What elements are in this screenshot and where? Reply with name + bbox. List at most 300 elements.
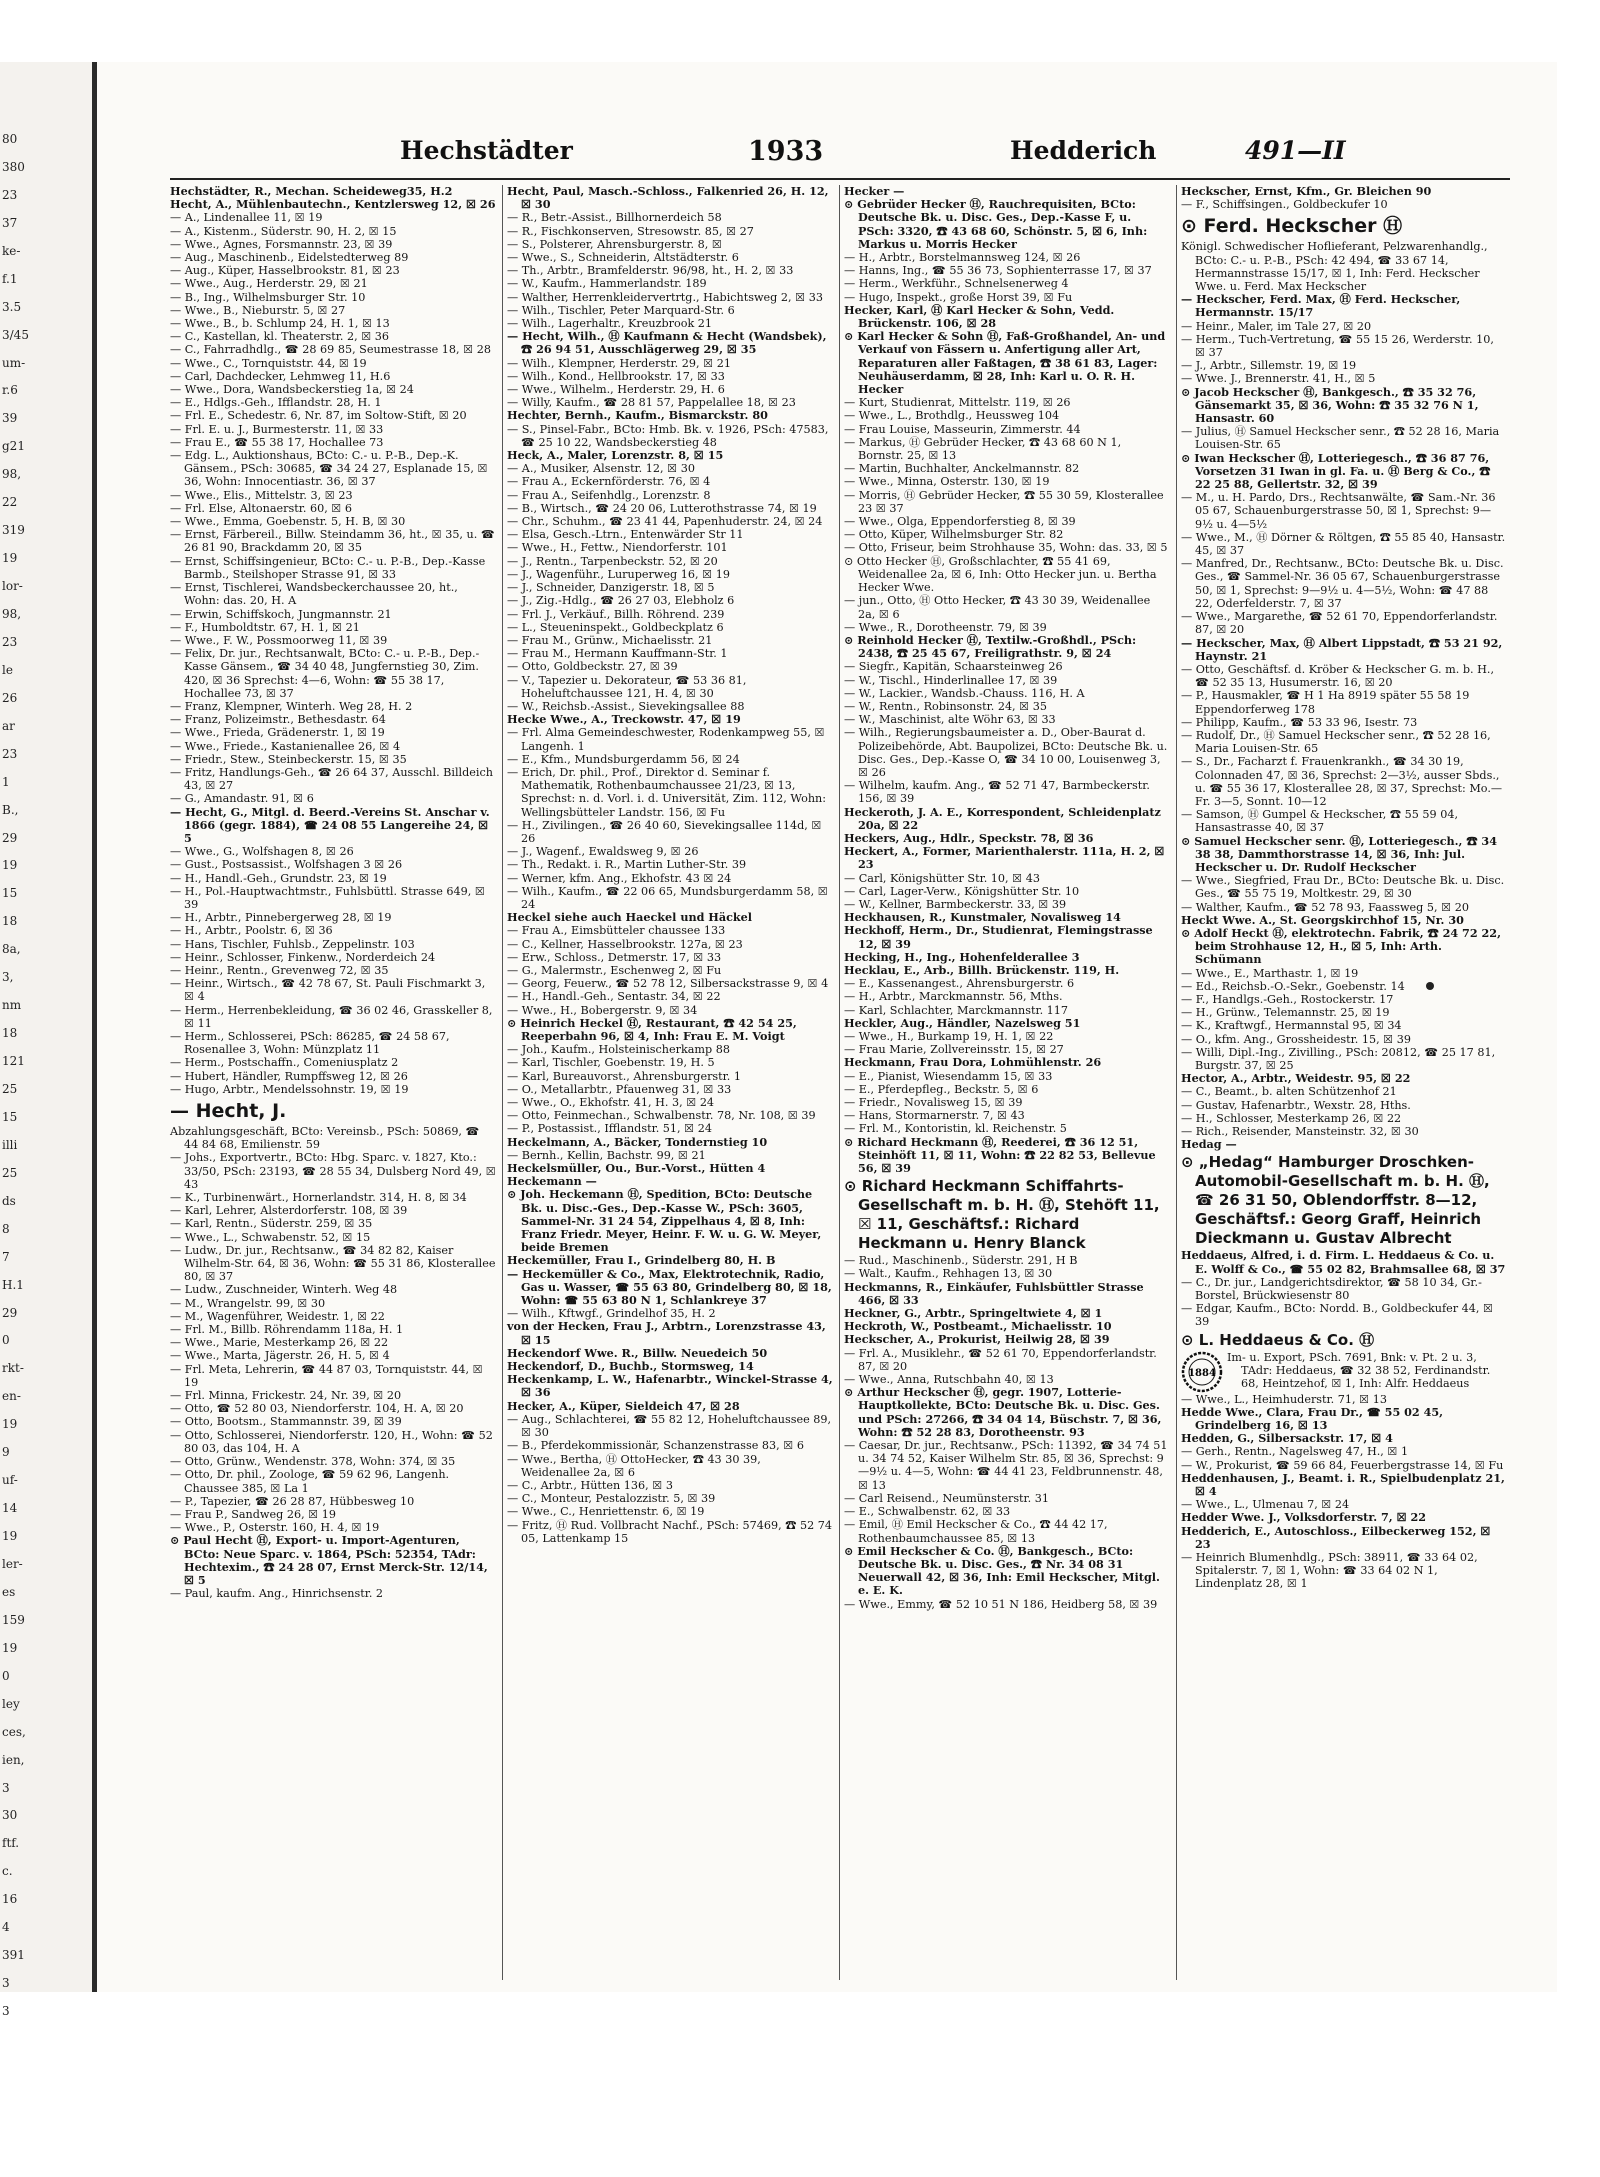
edge-fragment: 0 [2,1668,10,1683]
directory-entry: — Franz, Polizeimstr., Bethesdastr. 64 [170,713,386,727]
directory-entry: — Markus, Ⓗ Gebrüder Hecker, ☎ 43 68 60 N 1, Bornstr. 25, ☒ 13 [844,435,1122,463]
directory-entry: — Otto, Grünw., Wendenstr. 378, Wohn: 374, ☒ 35 [170,1455,456,1469]
directory-entry: — jun., Otto, Ⓗ Otto Hecker, ☎ 43 30 39, Weidenallee 2a, ☒ 6 [844,594,1151,621]
surname-entry: Heckel siehe auch Haeckel und Häckel [507,910,753,925]
directory-entry: — Wwe., G., Wolfshagen 8, ☒ 26 [170,845,354,859]
surname-entry: Heckendorf Wwe. R., Billw. Neuedeich 50 [507,1345,768,1360]
directory-entry: — Wwe., Elis., Mittelstr. 3, ☒ 23 [170,488,353,502]
directory-entry: — Wwe. J., Brennerstr. 41, H., ☒ 5 [1181,372,1376,386]
edge-fragment: ces, [2,1724,26,1739]
directory-entry: — Otto, Bootsm., Stammannstr. 39, ☒ 39 [170,1415,402,1429]
directory-entry: — S., Dr., Facharzt f. Frauenkrankh., ☎ 34 30 19, Colonnaden 47, ☒ 36, Sprechst: 2—3½, ausser Sbds., u. ☎ 55 36 17, Klosterallee 28, ☒ 37, Sprechst: Mo.—Fr. 3—5, Sonnt. 10—12 [1181,755,1503,808]
directory-entry: — Wwe., O., Ekhofstr. 41, H. 3, ☒ 24 [507,1096,715,1110]
directory-entry: — Frl. E. u. J., Burmesterstr. 11, ☒ 33 [170,422,384,436]
directory-entry: — Walther, Kaufm., ☎ 52 78 93, Faassweg 5, ☒ 20 [1181,900,1469,914]
directory-entry: — Ernst, Schiffsingenieur, BCto: C.- u. P.-B., Dep.-Kasse Barmb., Steilshoper Strasse 91, ☒ 33 [170,554,486,581]
surname-entry: Heckroth, W., Postbeamt., Michaelisstr. 10 [844,1319,1112,1334]
edge-fragment: ien, [2,1752,25,1767]
directory-entry: — Heinr., Maler, im Tale 27, ☒ 20 [1181,319,1372,333]
edge-fragment: 8a, [2,942,21,957]
firm-entry: ⊙ Heinrich Heckel Ⓗ, Restaurant, ☎ 42 54 25, Reeperbahn 96, ☒ 4, Inh: Frau E. M. Voigt [507,1015,797,1043]
directory-entry: — Kurt, Studienrat, Mittelstr. 119, ☒ 26 [844,396,1071,410]
directory-entry: — Wwe., Siegfried, Frau Dr., BCto: Deutsche Bk. u. Disc. Ges., ☎ 55 75 19, Moltkestr. 29, ☒ 30 [1181,874,1505,901]
edge-fragment: 3 [2,1976,10,1991]
surname-entry: Heckler, Aug., Händler, Nazelsweg 51 [844,1015,1081,1030]
directory-entry: — J., Arbtr., Sillemstr. 19, ☒ 19 [1181,359,1357,373]
surname-entry: — Hecht, Wilh., Ⓗ Kaufmann & Hecht (Wandsbek), ☎ 26 94 51, Ausschlägerweg 29, ☒ 35 [507,329,827,357]
directory-entry: — Wwe., Frieda, Grädenerstr. 1, ☒ 19 [170,726,385,740]
directory-entry: Im- u. Export, PSch. 7691, Bnk: v. Pt. 2 u. 3, TAdr: Heddaeus, ☎ 32 38 52, Ferdinandstr. 68, Heintzehof, ☒ 1, Inh: Alfr. Heddaeus [1227,1350,1491,1391]
firm-heading: ⊙ Richard Heckmann Schiffahrts-Gesellschaft m. b. H. Ⓗ, Stehöft 11, ☒ 11, Geschäftsf.: Richard Heckmann u. Henry Blanck [844,1177,1160,1253]
edge-fragment: 1 [2,774,10,789]
directory-entry: — C., Fahrradhdlg., ☎ 28 69 85, Seumestrasse 18, ☒ 28 [170,343,491,357]
surname-entry: Hecke Wwe., A., Treckowstr. 47, ☒ 19 [507,712,741,727]
directory-entry: — Wilh., Kaufm., ☎ 22 06 65, Mundsburgerdamm 58, ☒ 24 [507,884,828,911]
directory-entry: — Joh., Kaufm., Holsteinischerkamp 88 [507,1043,730,1057]
edge-fragment: rkt- [2,1361,24,1376]
surname-entry: Hedderich, E., Autoschloss., Eilbeckerweg 152, ☒ 23 [1181,1523,1491,1551]
edge-fragment: 3/45 [2,327,29,342]
directory-entry: — Herm., Herrenbekleidung, ☎ 36 02 46, Grasskeller 8, ☒ 11 [170,1003,493,1030]
directory-entry: — Wilh., Tischler, Peter Marquard-Str. 6 [507,303,735,317]
directory-entry: — Frl. A., Musiklehr., ☎ 52 61 70, Eppendorferlandstr. 87, ☒ 20 [844,1346,1157,1373]
directory-entry: — V., Tapezier u. Dekorateur, ☎ 53 36 81, Hoheluftchaussee 121, H. 4, ☒ 30 [507,673,747,700]
directory-entry: — H., Arbtr., Borstelmannsweg 124, ☒ 26 [844,251,1081,265]
surname-entry: von der Hecken, Frau J., Arbtrn., Lorenzstrasse 43, ☒ 15 [507,1319,826,1347]
directory-entry: — Wwe., Aug., Herderstr. 29, ☒ 21 [170,277,368,291]
directory-entry: — Frau Louise, Masseurin, Zimmerstr. 44 [844,422,1081,436]
directory-entry: — Felix, Dr. jur., Rechtsanwalt, BCto: C.- u. P.-B., Dep.-Kasse Gänsem., ☎ 34 40 48, Jungfernstieg 30, Zim. 420, ☒ 36 Sprechst: 4—6, Wohn: ☎ 55 38 17, Hochallee 73, ☒ 37 [170,647,480,700]
header-right-word: Hedderich [1010,136,1157,165]
edge-fragment: 391 [2,1948,25,1963]
directory-entry: — Wilh., Kond., Hellbrookstr. 17, ☒ 33 [507,369,725,383]
surname-entry: Hedag — [1181,1137,1237,1152]
edge-fragment: 380 [2,159,25,174]
directory-entry: — K., Turbinenwärt., Hornerlandstr. 314, H. 8, ☒ 34 [170,1191,467,1205]
directory-entry: — Aug., Schlachterei, ☎ 55 82 12, Hoheluftchaussee 89, ☒ 30 [507,1412,832,1440]
surname-entry: Heckeroth, J. A. E., Korrespondent, Schleidenplatz 20a, ☒ 22 [844,804,1161,832]
directory-entry: — Manfred, Dr., Rechtsanw., BCto: Deutsche Bk. u. Disc. Ges., ☎ Sammel-Nr. 36 05 67, Schauenburgerstrasse 50, ☒ 1, Sprechst: 9—9½ u. 4—5½, Wohn: ☎ 47 88 22, Oderfelderstr. 7, ☒ 37 [1181,557,1504,610]
directory-entry: — S., Pinsel-Fabr., BCto: Hmb. Bk. v. 1926, PSch: 47583, ☎ 25 10 22, Wandsbeckerstieg 48 [507,422,829,449]
directory-entry: — Wwe., C., Henriettenstr. 6, ☒ 19 [507,1505,705,1519]
firm-entry: ⊙ Arthur Heckscher Ⓗ, gegr. 1907, Lotterie-Hauptkollekte, BCto: Deutsche Bk. u. Disc. Ges. und PSch: 27266, ☎ 34 04 14, Büschstr. 7, ☒ 36, Wohn: ☎ 52 28 83, Dorotheenstr. 93 [844,1385,1162,1439]
directory-entry: — Frau M., Grünw., Michaelisstr. 21 [507,633,713,647]
directory-entry: — Wilh., Kftwgf., Grindelhof 35, H. 2 [507,1307,716,1321]
directory-entry: — J., Wagenf., Ewaldsweg 9, ☒ 26 [507,845,699,859]
directory-entry: — H., Handl.-Geh., Grundstr. 23, ☒ 19 [170,871,387,885]
directory-entry: — R., Betr.-Assist., Billhornerdeich 58 [507,211,722,225]
directory-entry: — Frl. Minna, Frickestr. 24, Nr. 39, ☒ 20 [170,1389,402,1403]
directory-entry: — W., Kellner, Barmbeckerstr. 33, ☒ 39 [844,897,1067,911]
directory-entry: — K., Kraftwgf., Hermannstal 95, ☒ 34 [1181,1019,1402,1033]
edge-fragment: 39 [2,411,18,426]
edge-fragment: 16 [2,1892,18,1907]
directory-entry: — Frau A., Eimsbütteler chaussee 133 [507,924,726,938]
edge-fragment: 19 [2,1640,18,1655]
directory-entry: — Willi, Dipl.-Ing., Zivilling., PSch: 20812, ☎ 25 17 81, Burgstr. 37, ☒ 25 [1181,1045,1496,1072]
firm-entry: ⊙ Richard Heckmann Ⓗ, Reederei, ☎ 36 12 51, Steinhöft 11, ☒ 11, Wohn: ☎ 22 82 53, Bellevue 56, ☒ 39 [844,1134,1156,1176]
directory-entry: — W., Kaufm., Hammerlandstr. 189 [507,277,707,291]
surname-entry: Heckenkamp, L. W., Hafenarbtr., Winckel-Strasse 4, ☒ 36 [507,1372,833,1400]
directory-entry: — Otto, Küper, Wilhelmsburger Str. 82 [844,528,1064,542]
directory-entry: — Karl, Rentn., Süderstr. 259, ☒ 35 [170,1217,373,1231]
directory-entry: — Th., Arbtr., Bramfelderstr. 96/98, ht., H. 2, ☒ 33 [507,264,794,278]
edge-fragment: 3, [2,970,14,985]
directory-entry: — E., Pianist, Wiesendamm 15, ☒ 33 [844,1069,1053,1083]
directory-entry: — Karl, Tischler, Goebenstr. 19, H. 5 [507,1056,715,1070]
edge-fragment: 23 [2,187,18,202]
directory-entry: — Wilh., Lagerhaltr., Kreuzbrook 21 [507,317,713,331]
firm-entry: ⊙ Samuel Heckscher senr. Ⓗ, Lotteriegesch., ☎ 34 38 38, Dammthorstrasse 14, ☒ 36, Inh: Jul. Heckscher u. Dr. Rudolf Heckscher [1181,833,1497,874]
directory-entry: — Siegfr., Kapitän, Schaarsteinweg 26 [844,660,1063,674]
firm-seal-logo [1181,1351,1223,1393]
directory-entry: — Morris, Ⓗ Gebrüder Hecker, ☎ 55 30 59, Klosterallee 23 ☒ 37 [844,488,1164,515]
surname-entry: Heckelsmüller, Ou., Bur.-Vorst., Hütten 4 [507,1161,766,1176]
directory-entry: — Erwin, Schiffskoch, Jungmannstr. 21 [170,607,392,621]
edge-fragment: um- [2,355,26,370]
directory-entry: — Walther, Herrenkleidervertrtg., Habichtsweg 2, ☒ 33 [507,290,823,304]
directory-entry: — J., Schneider, Danzigerstr. 18, ☒ 5 [507,581,715,595]
edge-fragment: 15 [2,886,18,901]
directory-entry: — J., Rentn., Tarpenbeckstr. 52, ☒ 20 [507,554,718,568]
directory-entry: — Wwe., Friede., Kastanienallee 26, ☒ 4 [170,739,401,753]
surname-entry: Heckscher, A., Prokurist, Heilwig 28, ☒ 39 [844,1332,1110,1347]
directory-entry: — Herm., Schlosserei, PSch: 86285, ☎ 24 58 67, Rosenallee 3, Wohn: Münzplatz 11 [170,1030,450,1057]
surname-entry: Hecker, Karl, Ⓗ Karl Hecker & Sohn, Vedd. Brückenstr. 106, ☒ 28 [844,302,1115,331]
seal-entry [1181,1351,1507,1393]
directory-entry: — Wwe., L., Schwabenstr. 52, ☒ 15 [170,1230,371,1244]
edge-fragment: 319 [2,523,25,538]
directory-entry: — Karl, Schlachter, Marckmannstr. 117 [844,1003,1069,1017]
directory-entry: — Otto, Dr. phil., Zoologe, ☎ 59 62 96, Langenh. Chaussee 385, ☒ La 1 [170,1468,450,1495]
directory-entry: — Hubert, Händler, Rumpffsweg 12, ☒ 26 [170,1069,408,1083]
directory-entry: — E., Kassenangest., Ahrensburgerstr. 6 [844,977,1075,991]
directory-entry: — F., Schiffsingen., Goldbeckufer 10 [1181,198,1388,212]
directory-entry: — Wwe., Marie, Mesterkamp 26, ☒ 22 [170,1336,389,1350]
directory-entry: — Wwe., M., Ⓗ Dörner & Röltgen, ☎ 55 85 40, Hansastr. 45, ☒ 37 [1181,530,1506,558]
surname-entry: Hecker — [844,184,905,198]
directory-entry: — Frau E., ☎ 55 38 17, Hochallee 73 [170,435,384,449]
directory-entry: — Friedr., Novalisweg 15, ☒ 39 [844,1096,1023,1110]
directory-entry: — Carl, Dachdecker, Lehmweg 11, H.6 [170,369,391,383]
directory-entry: — Aug., Küper, Hasselbrookstr. 81, ☒ 23 [170,264,400,278]
directory-entry: — W., Reichsb.-Assist., Sievekingsallee 88 [507,699,745,713]
directory-entry: — W., Tischl., Hinderlinallee 17, ☒ 39 [844,673,1058,687]
directory-entry: — Wilh., Regierungsbaumeister a. D., Ober-Baurat d. Polizeibehörde, Abt. Baupolizei, BCto: Deutsche Bk. u. Disc. Ges., Dep.-Kasse O, ☎ 34 10 00, Louisenweg 3, ☒ 26 [844,726,1168,779]
surname-entry: Hecklau, E., Arb., Billh. Brückenstr. 119, H. [844,962,1120,977]
directory-entry: — Wwe., Minna, Osterstr. 130, ☒ 19 [844,475,1050,489]
edge-fragment: ke- [2,243,21,258]
directory-entry: — H., Schlosser, Mesterkamp 26, ☒ 22 [1181,1111,1402,1125]
surname-entry: Hechstädter, R., Mechan. Scheideweg35, H.2 [170,184,453,198]
edge-fragment: 19 [2,1417,18,1432]
edge-fragment: 22 [2,495,18,510]
directory-entry: — B., Wirtsch., ☎ 24 20 06, Lutterothstrasse 74, ☒ 19 [507,501,817,515]
directory-entry: — B., Ing., Wilhelmsburger Str. 10 [170,290,366,304]
directory-column-3 [844,185,1170,1985]
directory-entry: — Rich., Reisender, Mansteinstr. 32, ☒ 30 [1181,1125,1419,1139]
edge-fragment: 3 [2,2004,10,2019]
surname-entry: Heddenhausen, J., Beamt. i. R., Spielbudenplatz 21, ☒ 4 [1181,1470,1505,1499]
header-year: 1933 [748,136,824,167]
directory-entry: — Wwe., Wilhelm., Herderstr. 29, H. 6 [507,383,725,397]
directory-entry: — A., Kistenm., Süderstr. 90, H. 2, ☒ 15 [170,224,397,238]
directory-entry: — Hanns, Ing., ☎ 55 36 73, Sophienterrasse 17, ☒ 37 [844,264,1152,278]
directory-entry: — L., Steueninspekt., Goldbeckplatz 6 [507,620,724,634]
header-rule [170,178,1510,180]
directory-entry: — Edgar, Kaufm., BCto: Nordd. B., Goldbeckufer 44, ☒ 39 [1181,1302,1494,1329]
directory-entry: — Walt., Kaufm., Rehhagen 13, ☒ 30 [844,1267,1053,1281]
directory-entry: — M., Wrangelstr. 99, ☒ 30 [170,1296,326,1310]
directory-entry: — Wwe., Marta, Jägerstr. 26, H. 5, ☒ 4 [170,1349,390,1363]
edge-fragment: 30 [2,1808,18,1823]
surname-entry: — Heckemüller & Co., Max, Elektrotechnik, Radio, Gas u. Wasser, ☎ 55 63 80, Grindelberg 80, ☒ 18, Wohn: ☎ 55 63 80 N 1, Schlankreye 37 [507,1266,832,1308]
directory-entry: — Franz, Klempner, Winterh. Weg 28, H. 2 [170,699,413,713]
directory-entry: — W., Maschinist, alte Wöhr 63, ☒ 33 [844,713,1056,727]
directory-entry: — Wwe., B., Nieburstr. 5, ☒ 27 [170,303,346,317]
directory-entry: — S., Polsterer, Ahrensburgerstr. 8, ☒ [507,237,722,251]
directory-entry: — Wwe., P., Osterstr. 160, H. 4, ☒ 19 [170,1521,380,1535]
edge-fragment: 159 [2,1612,25,1627]
directory-entry: Königl. Schwedischer Hoflieferant, Pelzwarenhandlg., BCto: C.- u. P.-B., PSch: 42 494, ☎ 33 67 14, Hermannstrasse 15/17, ☒ 1, Inh: Ferd. Heckscher Wwe. u. Ferd. Max Heckscher [1181,240,1488,294]
directory-entry: — Wwe., Margarethe, ☎ 52 61 70, Eppendorferlandstr. 87, ☒ 20 [1181,610,1498,637]
surname-entry: Hedder Wwe. J., Volksdorferstr. 7, ☒ 22 [1181,1510,1427,1525]
directory-entry: — J., Wagenführ., Luruperweg 16, ☒ 19 [507,567,730,581]
directory-entry: — Wwe., H., Fettw., Niendorferstr. 101 [507,541,728,555]
directory-entry: — Carl, Lager-Verw., Königshütter Str. 10 [844,884,1080,898]
firm-heading: ⊙ L. Heddaeus & Co. Ⓗ [1181,1330,1375,1349]
directory-entry: — Wwe., Agnes, Forsmannstr. 23, ☒ 39 [170,237,393,251]
firm-entry: ⊙ Adolf Heckt Ⓗ, elektrotechn. Fabrik, ☎ 24 72 22, beim Strohhause 12, H., ☒ 5, Inh: Arth. Schümann [1181,925,1501,967]
edge-fragment: en- [2,1389,21,1404]
directory-column-4 [1181,185,1507,1985]
firm-heading: ⊙ Ferd. Heckscher Ⓗ [1181,215,1403,238]
directory-entry: — Julius, Ⓗ Samuel Heckscher senr., ☎ 52 28 16, Maria Louisen-Str. 65 [1181,425,1500,452]
directory-entry: — Carl Reisend., Neumünsterstr. 31 [844,1491,1050,1505]
edge-fragment: 23 [2,634,18,649]
surname-entry: Heckelmann, A., Bäcker, Tondernstieg 10 [507,1134,768,1149]
directory-entry: — H., Pol.-Hauptwachtmstr., Fuhlsbüttl. Strasse 649, ☒ 39 [170,884,485,911]
directory-entry: — W., Prokurist, ☎ 59 66 84, Feuerbergstrasse 14, ☒ Fu [1181,1458,1504,1472]
directory-entry: — Wwe., S., Schneiderin, Altstädterstr. 6 [507,251,739,265]
directory-entry: — O., kfm. Ang., Grossheidestr. 15, ☒ 39 [1181,1032,1412,1046]
surname-entry: — Heckscher, Ferd. Max, Ⓗ Ferd. Heckscher, Hermannstr. 15/17 [1181,292,1461,320]
firm-entry: ⊙ Gebrüder Hecker Ⓗ, Rauchrequisiten, BCto: Deutsche Bk. u. Disc. Ges., Dep.-Kasse F, u. PSch: 3320, ☎ 43 68 60, Schönstr. 5, ☒ 6, Inh: Markus u. Morris Hecker [844,197,1148,251]
directory-entry: — C., Kastellan, kl. Theaterstr. 2, ☒ 36 [170,330,390,344]
directory-entry: — Rud., Maschinenb., Süderstr. 291, H B [844,1254,1078,1268]
directory-entry: — Wwe., L., Brothdlg., Heussweg 104 [844,409,1060,423]
page-header [170,136,1510,176]
ink-spot [1426,982,1434,990]
directory-entry: — Wwe., L., Heimhuderstr. 71, ☒ 13 [1181,1392,1387,1406]
edge-fragment: nm [2,998,22,1013]
edge-fragment: 15 [2,1109,18,1124]
edge-fragment: 9 [2,1445,10,1460]
edge-fragment: ds [2,1193,16,1208]
directory-entry: — Wwe., F. W., Possmoorweg 11, ☒ 39 [170,633,388,647]
surname-entry: Heckhausen, R., Kunstmaler, Novalisweg 14 [844,910,1121,925]
directory-entry: — Frl. Else, Altonaerstr. 60, ☒ 6 [170,501,353,515]
directory-entry: — Wilh., Klempner, Herderstr. 29, ☒ 21 [507,356,731,370]
edge-fragment: 19 [2,1529,18,1544]
directory-entry: — Herm., Postschaffn., Comeniusplatz 2 [170,1056,399,1070]
edge-fragment: ftf. [2,1836,20,1851]
surname-entry: Heckert, A., Former, Marienthalerstr. 111a, H. 2, ☒ 23 [844,844,1165,872]
directory-entry: — Werner, kfm. Ang., Ekhofstr. 43 ☒ 24 [507,871,732,885]
directory-entry: — Johs., Exportvertr., BCto: Hbg. Sparc. v. 1827, Kto.: 33/50, PSch: 23193, ☎ 28 55 34, Dulsberg Nord 49, ☒ 43 [170,1151,496,1191]
directory-entry: — Fritz, Ⓗ Rud. Vollbracht Nachf., PSch: 57469, ☎ 52 74 05, Lattenkamp 15 [507,1518,833,1545]
directory-entry: — Erw., Schloss., Detmerstr. 17, ☒ 33 [507,950,722,964]
edge-fragment: 25 [2,1082,18,1096]
surname-entry: Heck, A., Maler, Lorenzstr. 8, ☒ 15 [507,448,724,463]
surname-entry: Hedden, G., Silbersackstr. 17, ☒ 4 [1181,1431,1393,1446]
directory-entry: — Wwe., Anna, Rutschbahn 40, ☒ 13 [844,1373,1054,1387]
surname-entry: — Heckscher, Max, Ⓗ Albert Lippstadt, ☎ 53 21 92, Haynstr. 21 [1181,635,1503,663]
directory-entry: — H., Zivilingen., ☎ 26 40 60, Sievekingsallee 114d, ☒ 26 [507,818,822,845]
header-page-number: 491—II [1245,136,1346,165]
directory-entry: — Wwe., R., Dorotheenstr. 79, ☒ 39 [844,620,1047,634]
directory-entry: — Carl, Königshütter Str. 10, ☒ 43 [844,871,1040,885]
firm-entry: ⊙ Emil Heckscher & Co. Ⓗ, Bankgesch., BCto: Deutsche Bk. u. Disc. Ges., ☎ Nr. 34 08 31 Neuerwall 42, ☒ 36, Inh: Emil Heckscher, Mitgl. e. E. K. [844,1543,1160,1598]
surname-entry: Heckendorf, D., Buchb., Stormsweg, 14 [507,1359,754,1374]
directory-entry: — Willy, Kaufm., ☎ 28 81 57, Pappelallee 18, ☒ 23 [507,396,796,410]
directory-entry: — Herm., Werkführ., Schnelsenerweg 4 [844,277,1069,291]
directory-entry: — C., Kellner, Hasselbrookstr. 127a, ☒ 23 [507,937,743,951]
directory-entry: — Wwe., E., Marthastr. 1, ☒ 19 [1181,966,1359,980]
directory-entry: — Frl. Alma Gemeindeschwester, Rodenkampweg 55, ☒ Langenh. 1 [507,726,825,753]
edge-fragment: 23 [2,746,18,761]
directory-entry: — Wwe., L., Ulmenau 7, ☒ 24 [1181,1498,1350,1512]
directory-entry: — Ludw., Dr. jur., Rechtsanw., ☎ 34 82 82, Kaiser Wilhelm-Str. 64, ☒ 36, Wohn: ☎ 55 31 86, Klosterallee 80, ☒ 37 [170,1243,496,1284]
directory-entry: — P., Postassist., Ifflandstr. 51, ☒ 24 [507,1122,712,1136]
directory-entry: — B., Pferdekommissionär, Schanzenstrasse 83, ☒ 6 [507,1439,804,1453]
directory-entry: — P., Tapezier, ☎ 26 28 87, Hübbesweg 10 [170,1494,415,1508]
edge-fragment: illi [2,1137,18,1152]
directory-columns [170,185,1510,1985]
firm-heading: — Hecht, J. [170,1100,287,1123]
directory-entry: — W., Rentn., Robinsonstr. 24, ☒ 35 [844,699,1047,713]
firm-entry: ⊙ Joh. Heckemann Ⓗ, Spedition, BCto: Deutsche Bk. u. Disc.-Ges., Dep.-Kasse W., PSch: 3605, Sammel-Nr. 31 24 54, Zippelhaus 4, ☒ 8, Inh: Franz Friedr. Meyer, Heinr. F. W. u. G. W. Meyer, beide Bremen [507,1187,822,1255]
surname-entry: Heckmanns, R., Einkäufer, Fuhlsbüttler Strasse 466, ☒ 33 [844,1279,1144,1307]
directory-entry: — Wwe., Olga, Eppendorferstieg 8, ☒ 39 [844,515,1076,529]
edge-fragment: ler- [2,1557,23,1571]
directory-entry: — Caesar, Dr. jur., Rechtsanw., PSch: 11392, ☎ 34 74 51 u. 34 74 52, Kaiser Wilhelm Str. 85, ☒ 36, Sprechst: 9—9½ u. 4—5, Wohn: ☎ 44 41 23, Feldbrunnenstr. 48, ☒ 13 [844,1439,1168,1492]
surname-entry: Heddaeus, Alfred, i. d. Firm. L. Heddaeus & Co. u. E. Wolff & Co., ☎ 55 02 82, Brahmsallee 68, ☒ 37 [1181,1248,1506,1276]
firm-entry: ⊙ Iwan Heckscher Ⓗ, Lotteriegesch., ☎ 36 87 76, Vorsetzen 31 Iwan in gl. Fa. u. Ⓗ Berg & Co., ☎ 22 25 88, Gellertstr. 32, ☒ 39 [1181,450,1491,492]
directory-entry: — Frl. E., Schedestr. 6, Nr. 87, im Soltow-Stift, ☒ 20 [170,409,467,423]
directory-entry: — P., Hausmakler, ☎ H 1 Ha 8919 später 55 58 19 Eppendorferweg 178 [1181,689,1470,716]
edge-fragment: ar [2,718,15,733]
directory-entry: — Frau M., Hermann Kauffmann-Str. 1 [507,647,728,661]
directory-entry: — Chr., Schuhm., ☎ 23 41 44, Papenhuderstr. 24, ☒ 24 [507,515,823,529]
directory-entry: — Frl. J., Verkäuf., Billh. Röhrend. 239 [507,607,725,621]
edge-fragment: r.6 [2,383,18,398]
directory-entry: — Heinr., Rentn., Grevenweg 72, ☒ 35 [170,963,389,977]
directory-entry: — M., u. H. Pardo, Drs., Rechtsanwälte, ☎ Sam.-Nr. 36 05 67, Schauenburgerstrasse 50, ☒ 1, Sprechst: 9—9½ u. 4—5½ [1181,491,1496,531]
directory-entry: — Frl. Meta, Lehrerin, ☎ 44 87 03, Tornquiststr. 44, ☒ 19 [170,1362,483,1389]
directory-entry: — E., Pferdepfleg., Beckstr. 5, ☒ 6 [844,1082,1039,1096]
edge-fragment: 3 [2,1780,10,1795]
edge-fragment: 7 [2,1249,10,1264]
directory-entry: — Wwe., Emmy, ☎ 52 10 51 N 186, Heidberg 58, ☒ 39 [844,1597,1158,1611]
directory-entry: — C., Monteur, Pestalozzistr. 5, ☒ 39 [507,1492,716,1506]
directory-entry: — G., Amandastr. 91, ☒ 6 [170,792,314,806]
directory-entry: — C., Arbtr., Hütten 136, ☒ 3 [507,1478,673,1492]
directory-entry: — Hugo, Arbtr., Mendelssohnstr. 19, ☒ 19 [170,1082,409,1096]
surname-entry: Hecking, H., Ing., Hohenfelderallee 3 [844,949,1080,964]
directory-entry: — A., Musiker, Alsenstr. 12, ☒ 30 [507,462,695,476]
surname-entry: Heckemann — [507,1174,597,1189]
edge-fragment: 98, [2,607,22,621]
edge-fragment: uf- [2,1473,18,1488]
directory-entry: — Emil, Ⓗ Emil Heckscher & Co., ☎ 44 42 17, Rothenbaumchaussee 85, ☒ 13 [844,1518,1108,1545]
directory-entry: — Heinr., Schlosser, Finkenw., Norderdeich 24 [170,950,436,964]
directory-entry: — Rudolf, Dr., Ⓗ Samuel Heckscher senr., ☎ 52 28 16, Maria Louisen-Str. 65 [1181,728,1491,756]
firm-entry: ⊙ Jacob Heckscher Ⓗ, Bankgesch., ☎ 35 32 76, Gänsemarkt 35, ☒ 36, Wohn: ☎ 35 32 76 N 1, Hansastr. 60 [1181,384,1479,426]
surname-entry: Hecht, Paul, Masch.-Schloss., Falkenried 26, H. 12, ☒ 30 [507,184,829,212]
edge-fragment: 80 [2,132,18,146]
directory-entry: — Philipp, Kaufm., ☎ 53 33 96, Isestr. 73 [1181,715,1418,729]
directory-entry: — Th., Redakt. i. R., Martin Luther-Str. 39 [507,858,747,872]
directory-entry: — Ed., Reichsb.-O.-Sekr., Goebenstr. 14 [1181,979,1405,993]
directory-entry: — Samson, Ⓗ Gumpel & Heckscher, ☎ 55 59 04, Hansastrasse 40, ☒ 37 [1181,808,1459,835]
directory-entry: — E., Kfm., Mundsburgerdamm 56, ☒ 24 [507,752,740,766]
surname-entry: Heckner, G., Arbtr., Springeltwiete 4, ☒ 1 [844,1306,1103,1321]
directory-entry: — H., Handl.-Geh., Sentastr. 34, ☒ 22 [507,990,721,1004]
directory-entry: — M., Wagenführer, Weidestr. 1, ☒ 22 [170,1309,385,1323]
directory-entry: — Frau A., Eckernförderstr. 76, ☒ 4 [507,475,711,489]
directory-entry: — E., Schwalbenstr. 62, ☒ 33 [844,1505,1011,1519]
directory-entry: — Karl, Lehrer, Alsterdorferstr. 108, ☒ 39 [170,1204,408,1218]
edge-fragment: lor- [2,579,23,594]
firm-entry: ⊙ Karl Hecker & Sohn Ⓗ, Faß-Großhandel, An- und Verkauf von Fässern u. Anfertigung aller Art, Reparaturen aller Faßtagen, ☎ 38 61 83, Lager: Neuhäuserdamm, ☒ 28, Inh: Karl u. O. R. H. Hecker [844,329,1166,397]
directory-entry: — Frl. M., Billb. Röhrendamm 118a, H. 1 [170,1323,404,1337]
directory-entry: — C., Dr. jur., Landgerichtsdirektor, ☎ 58 10 34, Gr.-Borstel, Brückwiesenstr 80 [1181,1275,1482,1303]
directory-entry: — Otto, Friseur, beim Strohhause 35, Wohn: das. 33, ☒ 5 [844,541,1168,555]
directory-entry: — Ludw., Zuschneider, Winterh. Weg 48 [170,1283,398,1297]
surname-entry: Hedde Wwe., Clara, Frau Dr., ☎ 55 02 45, Grindelberg 16, ☒ 13 [1181,1404,1444,1433]
directory-entry: — Wwe., Bertha, Ⓗ OttoHecker, ☎ 43 30 39, Weidenallee 2a, ☒ 6 [507,1452,761,1479]
directory-entry: — Frau Marie, Zollvereinsstr. 15, ☒ 27 [844,1043,1064,1057]
edge-fragment: 18 [2,914,18,929]
directory-entry: — Ernst, Tischlerei, Wandsbeckerchaussee 20, ht., Wohn: das. 20, H. A [170,581,458,608]
directory-entry: — E., Hdlgs.-Geh., Ifflandstr. 28, H. 1 [170,396,382,410]
edge-fragment: 18 [2,1026,18,1041]
directory-entry: — Wwe., C., Tornquiststr. 44, ☒ 19 [170,356,367,370]
directory-entry: — H., Grünw., Telemannstr. 25, ☒ 19 [1181,1006,1390,1020]
directory-entry: — Wwe., B., b. Schlump 24, H. 1, ☒ 13 [170,317,390,331]
directory-entry: — Gerh., Rentn., Nagelsweg 47, H., ☒ 1 [1181,1445,1409,1459]
edge-fragment: es [2,1584,16,1599]
surname-entry: Heckemüller, Frau I., Grindelberg 80, H. B [507,1253,776,1268]
edge-fragment: g21 [2,439,25,454]
firm-entry: ⊙ Reinhold Hecker Ⓗ, Textilw.-Großhdl., PSch: 2438, ☎ 25 45 67, Freiligrathstr. 9, ☒ 24 [844,632,1137,661]
directory-entry: — Otto, Geschäftsf. d. Kröber & Heckscher G. m. b. H., ☎ 52 35 13, Husumerstr. 16, ☒ 20 [1181,662,1495,690]
directory-entry: ⊙ Otto Hecker Ⓗ, Großschlachter, ☎ 55 41 69, Weidenallee 2a, ☒ 6, Inh: Otto Hecker jun. u. Bertha Hecker Wwe. [844,554,1157,595]
directory-entry: — Hugo, Inspekt., große Horst 39, ☒ Fu [844,290,1073,304]
directory-entry: — J., Zig.-Hdlg., ☎ 26 27 03, Elebholz 6 [507,594,735,608]
directory-entry: — H., Arbtr., Marckmannstr. 56, Mths. [844,990,1063,1004]
surname-entry: Hecker, A., Küper, Sieldeich 47, ☒ 28 [507,1398,740,1413]
directory-entry: — W., Lackier., Wandsb.-Chauss. 116, H. A [844,686,1085,700]
header-left-word: Hechstädter [400,136,573,165]
directory-entry: — Hans, Stormarnerstr. 7, ☒ 43 [844,1109,1025,1123]
directory-entry: — H., Arbtr., Poolstr. 6, ☒ 36 [170,924,333,938]
surname-entry: Hecht, A., Mühlenbautechn., Kentzlersweg 12, ☒ 26 [170,197,496,212]
directory-entry: — Paul, kaufm. Ang., Hinrichsenstr. 2 [170,1587,384,1601]
edge-fragment: 26 [2,690,18,705]
edge-fragment: 37 [2,215,18,230]
